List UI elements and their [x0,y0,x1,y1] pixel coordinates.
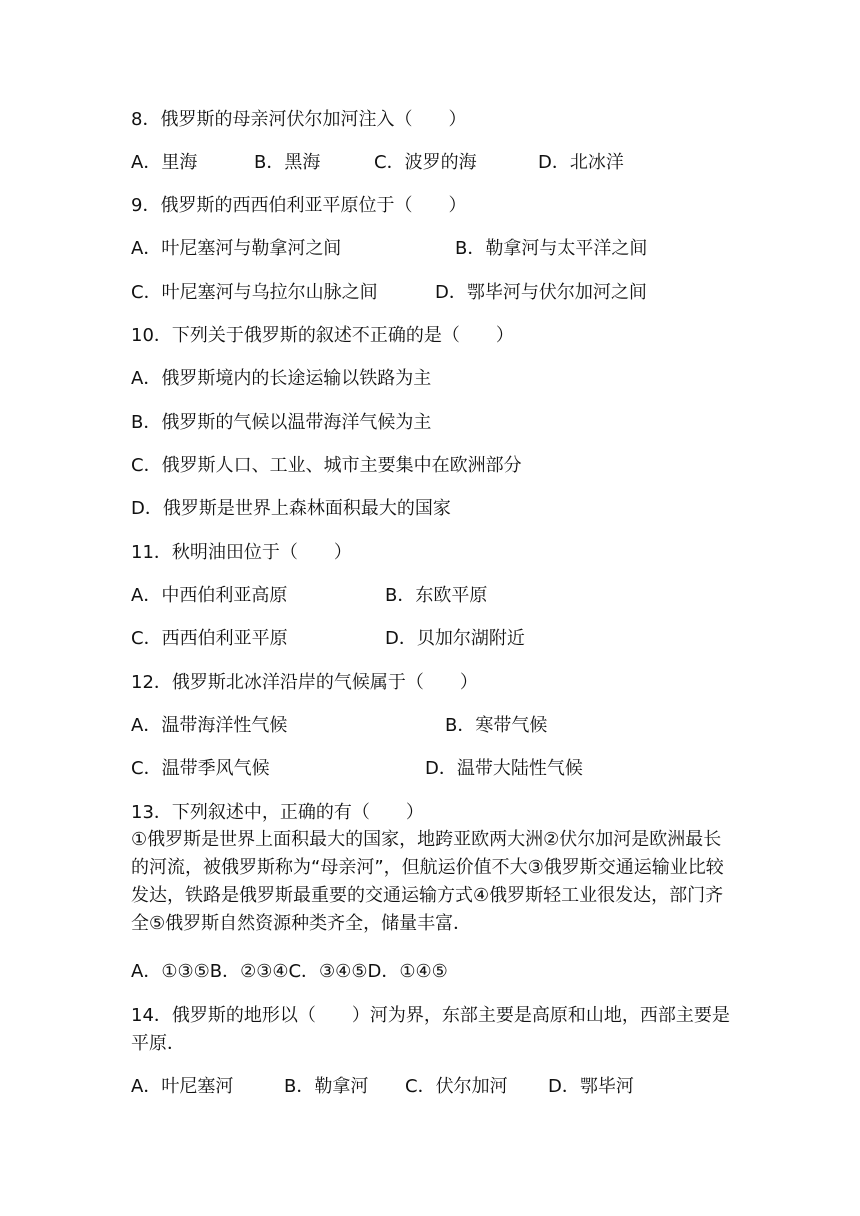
question-13-options[interactable]: A．①③⑤B．②③④C．③④⑤D．①④⑤ [131,961,448,982]
question-8-option-d[interactable]: D．北冰洋 [538,152,624,173]
question-14-option-c[interactable]: C．伏尔加河 [405,1076,508,1097]
question-13-stem: 13．下列叙述中，正确的有（ ） [131,802,424,823]
question-11-option-d[interactable]: D．贝加尔湖附近 [385,628,525,649]
question-12-option-a[interactable]: A．温带海洋性气候 [131,715,288,736]
question-11-option-b[interactable]: B．东欧平原 [385,585,488,606]
question-8-option-c[interactable]: C．波罗的海 [374,152,477,173]
question-12-stem: 12．俄罗斯北冰洋沿岸的气候属于（ ） [131,672,478,693]
question-9-option-a[interactable]: A．叶尼塞河与勒拿河之间 [131,238,342,259]
question-12-option-d[interactable]: D．温带大陆性气候 [425,758,583,779]
question-8-stem: 8．俄罗斯的母亲河伏尔加河注入（ ） [131,109,467,130]
question-13-statements: ①俄罗斯是世界上面积最大的国家，地跨亚欧两大洲②伏尔加河是欧洲最长的河流，被俄罗斯称为“母亲河”，但航运价值不大③俄罗斯交通运输业比较发达，铁路是俄罗斯最重要的交通运输方式④俄罗斯轻工业很发达，部门齐全⑤俄罗斯自然资源种类齐全，储量丰富． [131,829,724,934]
question-14-option-b[interactable]: B．勒拿河 [284,1076,369,1097]
question-10-option-d[interactable]: D．俄罗斯是世界上森林面积最大的国家 [131,498,451,519]
question-10-option-c[interactable]: C．俄罗斯人口、工业、城市主要集中在欧洲部分 [131,455,522,476]
question-9-option-b[interactable]: B．勒拿河与太平洋之间 [455,238,648,259]
question-12-option-b[interactable]: B．寒带气候 [445,715,548,736]
question-11-option-a[interactable]: A．中西伯利亚高原 [131,585,288,606]
question-9-option-d[interactable]: D．鄂毕河与伏尔加河之间 [435,282,647,303]
question-10-option-b[interactable]: B．俄罗斯的气候以温带海洋气候为主 [131,412,432,433]
question-11-stem: 11．秋明油田位于（ ） [131,542,352,563]
question-10-stem: 10．下列关于俄罗斯的叙述不正确的是（ ） [131,325,514,346]
question-8-option-b[interactable]: B．黑海 [254,152,321,173]
question-9-stem: 9．俄罗斯的西西伯利亚平原位于（ ） [131,195,467,216]
question-11-option-c[interactable]: C．西西伯利亚平原 [131,628,288,649]
question-8-option-a[interactable]: A．里海 [131,152,198,173]
question-14-stem: 14．俄罗斯的地形以（ ）河为界，东部主要是高原和山地，西部主要是平原． [131,1005,730,1054]
question-14-option-d[interactable]: D．鄂毕河 [548,1076,634,1097]
question-10-option-a[interactable]: A．俄罗斯境内的长途运输以铁路为主 [131,368,432,389]
question-12-option-c[interactable]: C．温带季风气候 [131,758,270,779]
question-14-option-a[interactable]: A．叶尼塞河 [131,1076,234,1097]
question-9-option-c[interactable]: C．叶尼塞河与乌拉尔山脉之间 [131,282,378,303]
